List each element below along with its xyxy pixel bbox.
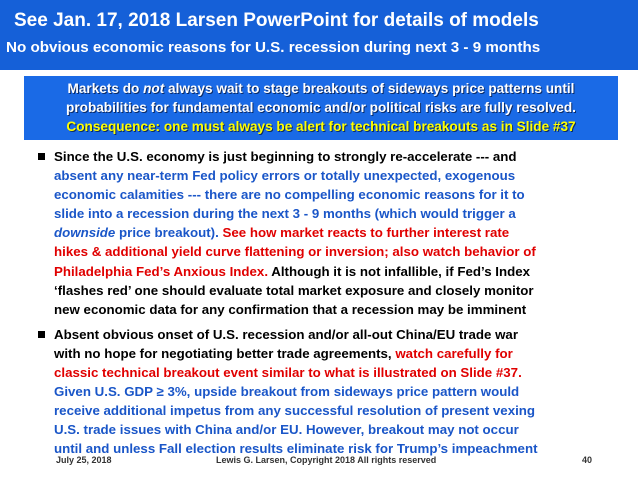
- bullet2-line-4: Given U.S. GDP ≥ 3%, upside breakout from sideways price pattern would: [54, 384, 520, 400]
- bullet2-line-2: [54, 344, 632, 363]
- bullet-item-recession: [36, 147, 632, 319]
- bullet-list: [36, 147, 632, 465]
- bullet2-watch-carefully: watch carefully for: [395, 345, 513, 361]
- callout-line-1-end: always wait to stage breakouts of sideways price patterns until: [164, 81, 575, 96]
- footer-date: July 25, 2018: [56, 455, 112, 465]
- bullet1-line-1: Since the U.S. economy is just beginning to strongly re-accelerate --- and: [54, 149, 517, 164]
- bullet1-line-4: slide into a recession during the next 3 - 9 months (which would trigger a: [54, 206, 516, 222]
- bullet1-fed-index: Although it is not infallible, if Fed’s Index: [268, 263, 531, 279]
- bullet2-line-3: classic technical breakout event similar to what is illustrated on Slide #37.: [54, 365, 522, 381]
- bullet2-trade-agreements: with no hope for negotiating better trade agreements,: [54, 345, 396, 361]
- bullet-item-trade-war: [36, 325, 632, 459]
- bullet1-line-8: ‘flashes red’ one should evaluate total market exposure and closely monitor: [54, 282, 534, 298]
- callout-box: [24, 76, 618, 140]
- footer-page-number: 40: [582, 455, 593, 465]
- bullet1-line-5: [54, 223, 632, 242]
- slide-title: See Jan. 17, 2018 Larsen PowerPoint for details of models: [14, 10, 539, 31]
- slide-header: [0, 0, 638, 70]
- callout-line-1: [30, 79, 612, 98]
- footer-copyright: Lewis G. Larsen, Copyright 2018 All rights reserved: [216, 455, 437, 465]
- callout-consequence: Consequence: one must always be alert for technical breakouts as in Slide #37: [66, 119, 576, 134]
- bullet1-price-breakout: price breakout).: [115, 225, 223, 241]
- bullet1-line-7: [54, 262, 632, 281]
- bullet2-line-5: receive additional impetus from any successful resolution of present vexing: [54, 403, 536, 419]
- bullet1-downside: downside: [54, 225, 116, 241]
- bullet1-line-9: new economic data for any confirmation that a recession may be imminent: [54, 301, 527, 317]
- bullet1-anxious-index: Philadelphia Fed’s Anxious Index.: [54, 263, 269, 279]
- bullet1-watch-market: See how market reacts to further interest rate: [222, 225, 510, 241]
- bullet2-line-7: until and unless Fall election results eliminate risk for Trump’s impeachment: [54, 441, 538, 457]
- bullet1-line-6: hikes & additional yield curve flattening or inversion; also watch behavior of: [54, 244, 536, 260]
- slide-subtitle: No obvious economic reasons for U.S. recession during next 3 - 9 months: [6, 39, 541, 56]
- bullet2-line-6: U.S. trade issues with China and/or EU. However, breakout may not occur: [54, 422, 519, 438]
- bullet2-line-1: Absent obvious onset of U.S. recession and/or all-out China/EU trade war: [54, 326, 518, 342]
- bullet1-line-3: economic calamities --- there are no compelling economic reasons for it to: [54, 187, 525, 203]
- callout-emphasis-not: not: [143, 81, 165, 96]
- callout-line-2: probabilities for fundamental economic and/or political risks are fully resolved.: [66, 100, 576, 115]
- square-bullet-icon: [38, 331, 45, 338]
- bullet1-line-2: absent any near-term Fed policy errors or totally unexpected, exogenous: [54, 168, 516, 184]
- square-bullet-icon: [38, 153, 45, 160]
- callout-line-1-start: Markets do: [67, 81, 144, 96]
